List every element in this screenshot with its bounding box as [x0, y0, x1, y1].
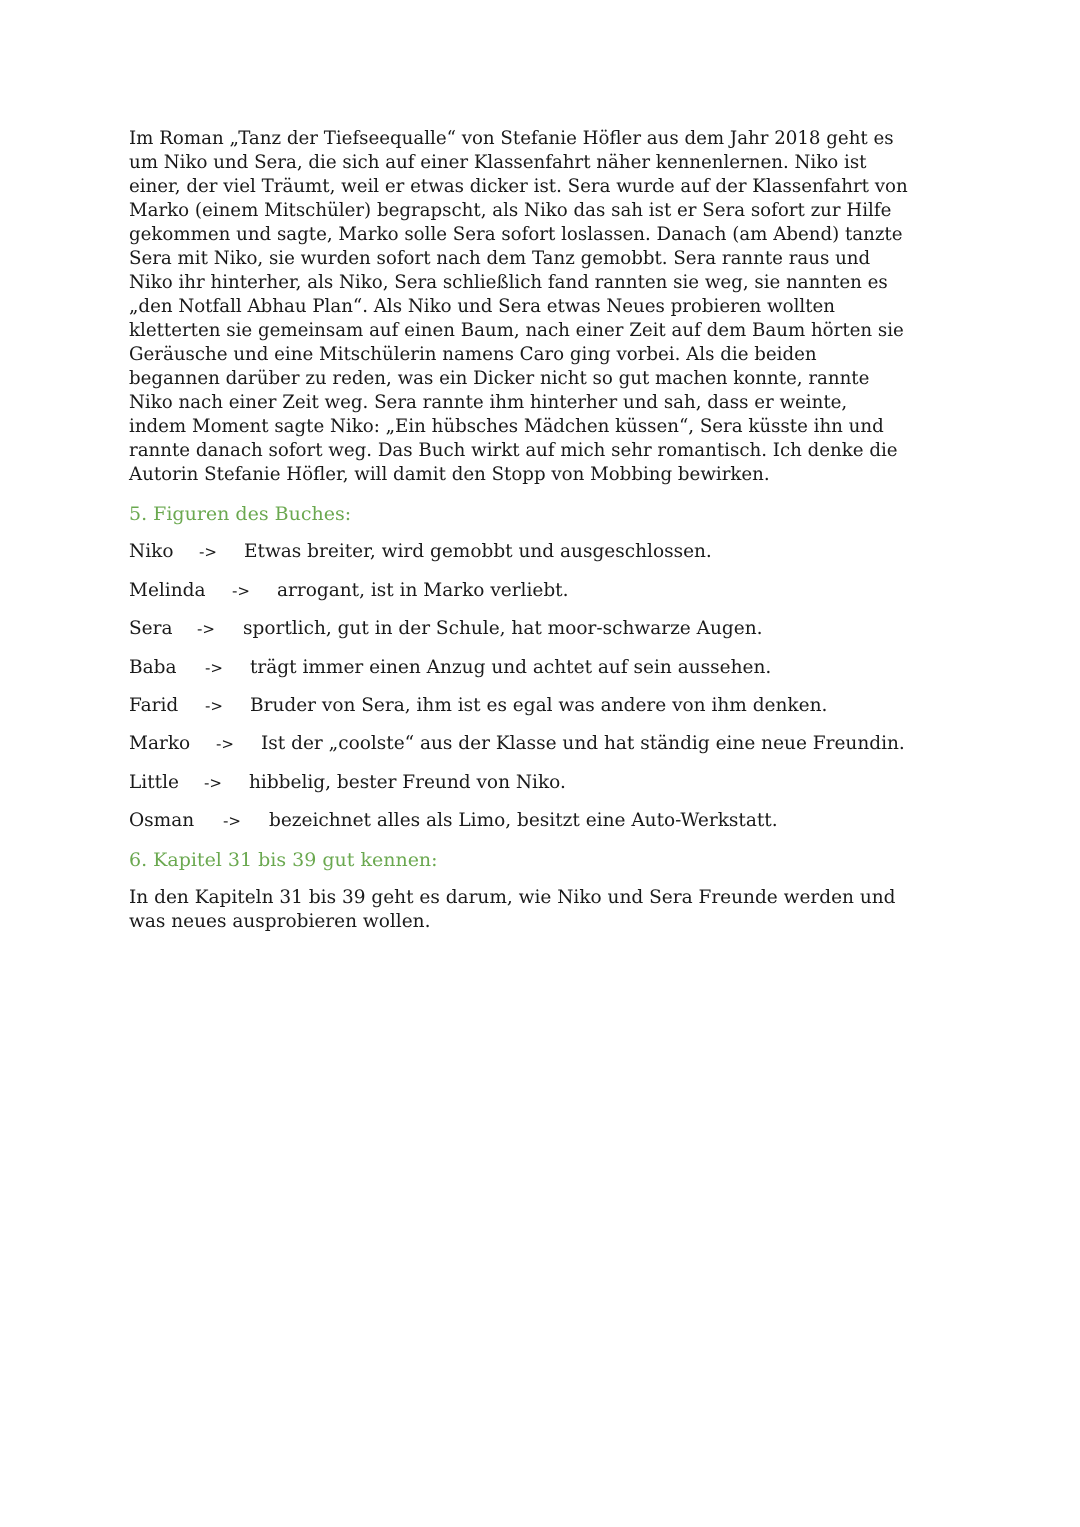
character-name: Melinda [129, 580, 206, 601]
summary-line: Marko (einem Mitschüler) begrapscht, als Niko das sah ist er Sera sofort zur Hilfe [129, 200, 892, 221]
character-description: bezeichnet alles als Limo, besitzt eine Auto-Werkstatt. [269, 810, 778, 831]
summary-line: Sera mit Niko, sie wurden sofort nach dem Tanz gemobbt. Sera rannte raus und [129, 248, 871, 269]
character-name: Baba [129, 657, 177, 678]
arrow-icon: -> [204, 774, 222, 792]
character-name: Osman [129, 810, 195, 831]
summary-line: Niko ihr hinterher, als Niko, Sera schließlich fand rannten sie weg, sie nannten es [129, 272, 888, 293]
chapter-paragraph [129, 886, 959, 934]
character-description: arrogant, ist in Marko verliebt. [277, 580, 569, 601]
summary-line: kletterten sie gemeinsam auf einen Baum, nach einer Zeit auf dem Baum hörten sie [129, 320, 904, 341]
section-heading-chapters: 6. Kapitel 31 bis 39 gut kennen: [129, 849, 438, 871]
summary-line: einer, der viel Träumt, weil er etwas dicker ist. Sera wurde auf der Klassenfahrt von [129, 176, 908, 197]
character-description: trägt immer einen Anzug und achtet auf sein aussehen. [250, 657, 772, 678]
section-heading-figures: 5. Figuren des Buches: [129, 503, 352, 525]
summary-paragraph [129, 127, 959, 487]
summary-line: rannte danach sofort weg. Das Buch wirkt auf mich sehr romantisch. Ich denke die [129, 440, 898, 461]
character-description: hibbelig, bester Freund von Niko. [249, 772, 566, 793]
summary-line: gekommen und sagte, Marko solle Sera sofort loslassen. Danach (am Abend) tanzte [129, 224, 903, 245]
summary-line: Geräusche und eine Mitschülerin namens Caro ging vorbei. Als die beiden [129, 344, 817, 365]
summary-line: begannen darüber zu reden, was ein Dicker nicht so gut machen konnte, rannte [129, 368, 870, 389]
arrow-icon: -> [199, 543, 217, 561]
character-description: Etwas breiter, wird gemobbt und ausgeschlossen. [244, 541, 712, 562]
arrow-icon: -> [232, 582, 250, 600]
arrow-icon: -> [205, 659, 223, 677]
character-name: Sera [129, 618, 173, 639]
chapter-line: In den Kapiteln 31 bis 39 geht es darum, wie Niko und Sera Freunde werden und [129, 887, 896, 908]
arrow-icon: -> [197, 620, 215, 638]
character-description: sportlich, gut in der Schule, hat moor-schwarze Augen. [243, 618, 763, 639]
summary-line: indem Moment sagte Niko: „Ein hübsches Mädchen küssen“, Sera küsste ihn und [129, 416, 884, 437]
summary-line: um Niko und Sera, die sich auf einer Klassenfahrt näher kennenlernen. Niko ist [129, 152, 867, 173]
summary-line: Autorin Stefanie Höfler, will damit den Stopp von Mobbing bewirken. [129, 464, 770, 485]
summary-line: Im Roman „Tanz der Tiefseequalle“ von Stefanie Höfler aus dem Jahr 2018 geht es [129, 128, 894, 149]
character-name: Marko [129, 733, 191, 754]
character-description: Bruder von Sera, ihm ist es egal was andere von ihm denken. [250, 695, 828, 716]
character-name: Farid [129, 695, 179, 716]
character-name: Niko [129, 541, 174, 562]
chapter-line: was neues ausprobieren wollen. [129, 911, 431, 932]
arrow-icon: -> [223, 812, 241, 830]
character-name: Little [129, 772, 179, 793]
arrow-icon: -> [205, 697, 223, 715]
character-description: Ist der „coolste“ aus der Klasse und hat ständig eine neue Freundin. [261, 733, 905, 754]
summary-line: „den Notfall Abhau Plan“. Als Niko und Sera etwas Neues probieren wollten [129, 296, 835, 317]
summary-line: Niko nach einer Zeit weg. Sera rannte ihm hinterher und sah, dass er weinte, [129, 392, 848, 413]
arrow-icon: -> [216, 735, 234, 753]
